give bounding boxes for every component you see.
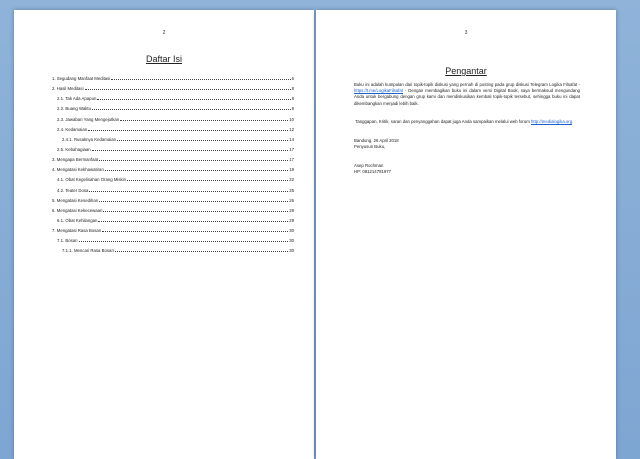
toc-leader bbox=[92, 109, 291, 110]
author-phone: HP: 081214781977 bbox=[354, 168, 392, 174]
toc-entry-label: 7.1. Bosan bbox=[57, 238, 78, 244]
toc-leader bbox=[103, 211, 288, 212]
toc-entry-label: 2.5. Kebahagiaan bbox=[57, 146, 91, 152]
toc-entry-label: 7.1.1. Mencari Rasa Bosan bbox=[62, 248, 114, 254]
toc-entry-page: 30 bbox=[289, 238, 294, 244]
toc-entry-label: 3. Mengapa Bermanfaat bbox=[52, 157, 99, 163]
toc-entry[interactable] bbox=[52, 228, 294, 233]
toc-entry-label: 5. Mengatasi Kesedihan bbox=[52, 197, 99, 203]
toc-entry-page: 22 bbox=[289, 177, 294, 183]
toc-entry-page: 8 bbox=[291, 86, 294, 92]
preface-paragraph bbox=[354, 119, 580, 125]
toc-leader bbox=[92, 150, 289, 151]
toc-leader bbox=[105, 170, 288, 171]
toc-entry-label: 4.1. Obat Kegelisahan Orang Miskin bbox=[57, 177, 127, 183]
toc-entry-page: 8 bbox=[291, 96, 294, 102]
toc-entry-page: 30 bbox=[289, 228, 294, 234]
page-title: Pengantar bbox=[445, 66, 487, 76]
toc-entry[interactable] bbox=[52, 188, 294, 193]
preface-paragraph bbox=[354, 82, 580, 107]
toc-entry[interactable] bbox=[52, 248, 294, 253]
toc-entry-label: 2. Hasil Meditasi bbox=[52, 86, 84, 92]
preface-body bbox=[354, 82, 580, 175]
toc-entry-label: 6. Mengatasi Kekecewaan bbox=[52, 207, 103, 213]
toc-entry[interactable] bbox=[52, 198, 294, 203]
toc-entry[interactable] bbox=[52, 76, 294, 81]
toc-entry-page: 29 bbox=[289, 217, 294, 223]
toc-entry[interactable] bbox=[52, 177, 294, 182]
toc-entry-label: 2.2. Buang Waktu bbox=[57, 106, 91, 112]
place-date: Bandung, 26 April 2018 bbox=[354, 137, 399, 143]
toc-entry[interactable] bbox=[52, 106, 294, 111]
toc-entry[interactable] bbox=[52, 208, 294, 213]
page-left bbox=[14, 10, 314, 459]
telegram-link[interactable]: https://t.me/LogikaFilsafat bbox=[354, 88, 403, 94]
toc-entry-page: 30 bbox=[289, 248, 294, 254]
toc-entry-page: 14 bbox=[289, 136, 294, 142]
toc-entry-label: 2.1. Tak Ada Apapun bbox=[57, 96, 97, 102]
toc-leader bbox=[79, 241, 289, 242]
toc-entry-page: 28 bbox=[289, 207, 294, 213]
toc-leader bbox=[99, 160, 288, 161]
toc-entry[interactable] bbox=[52, 127, 294, 132]
toc-entry-page: 9 bbox=[291, 106, 294, 112]
toc-entry-page: 19 bbox=[289, 167, 294, 173]
toc-entry[interactable] bbox=[52, 86, 294, 91]
page-number: 2 bbox=[162, 30, 166, 36]
toc-leader bbox=[98, 221, 288, 222]
toc-entry-page: 25 bbox=[289, 187, 294, 193]
paragraph-text: - Dengan membagikan buku ini dalam versi Digital Book, saya bermaksud mengundang Anda untuk bergabung dengan grup kami dan mendiskusikan kembali topik-topik tersebut, sehingga buku ini dapat dikembangkan menjadi lebih baik. bbox=[354, 88, 580, 106]
toc-leader bbox=[88, 130, 288, 131]
toc-entry-page: 17 bbox=[289, 146, 294, 152]
toc-leader bbox=[99, 201, 288, 202]
toc-leader bbox=[117, 140, 288, 141]
toc-leader bbox=[102, 231, 288, 232]
toc-leader bbox=[115, 251, 288, 252]
page-right bbox=[316, 10, 616, 459]
toc-entry-page: 26 bbox=[289, 197, 294, 203]
paragraph-text: . bbox=[572, 119, 574, 125]
toc-entry[interactable] bbox=[52, 218, 294, 223]
toc-entry-page: 10 bbox=[289, 116, 294, 122]
toc-entry-label: 2.3. Jawaban Yang Mengejutkan bbox=[57, 116, 120, 122]
toc-entry[interactable] bbox=[52, 167, 294, 172]
paragraph-text: Tanggapan, Kritik, saran dan penyanggahan dapat juga Anda sampaikan melalui web forum bbox=[355, 119, 532, 125]
toc-leader bbox=[111, 79, 290, 80]
toc-entry-label: 4. Mengatasi Kekhawatiran bbox=[52, 167, 104, 173]
forum-link[interactable]: http://medialogika.org bbox=[531, 119, 573, 125]
toc-leader bbox=[85, 89, 291, 90]
toc-entry-page: 12 bbox=[289, 126, 294, 132]
toc-entry-label: 2.4.1. Rusaknya Kedamaian bbox=[62, 136, 116, 142]
toc-entry[interactable] bbox=[52, 96, 294, 101]
author-name: Asep Rochman bbox=[354, 162, 384, 168]
page-title: Daftar Isi bbox=[145, 54, 182, 64]
toc-entry-label: 2.4. Kedamaian bbox=[57, 126, 88, 132]
toc-entry-label: 6.1. Obat Kehilangan bbox=[57, 217, 98, 223]
toc-entry-label: 4.2. Teater Dosa bbox=[57, 187, 89, 193]
paragraph-text: Buku ini adalah kumpulan dari topik-topik diskusi yang pernah di posting pada grup diskusi Telegram Logika Filsafat - bbox=[354, 82, 580, 87]
toc-entry-page: 17 bbox=[289, 157, 294, 163]
toc-entry-label: 7. Mengatasi Rasa Bosan bbox=[52, 228, 102, 234]
toc-entry[interactable] bbox=[52, 117, 294, 122]
toc-leader bbox=[127, 180, 288, 181]
toc-leader bbox=[120, 120, 288, 121]
toc-leader bbox=[97, 99, 290, 100]
toc-entry[interactable] bbox=[52, 147, 294, 152]
toc-leader bbox=[89, 191, 288, 192]
toc-entry-label: 1. Segudang Manfaat Meditasi bbox=[52, 76, 111, 81]
signoff: Penyusun Buku, bbox=[354, 143, 386, 149]
toc-entry[interactable] bbox=[52, 238, 294, 243]
toc-entry-page: 6 bbox=[291, 76, 294, 81]
toc-entry[interactable] bbox=[52, 157, 294, 162]
toc-entry[interactable] bbox=[52, 137, 294, 142]
table-of-contents bbox=[52, 76, 294, 259]
page-number: 3 bbox=[464, 30, 468, 36]
